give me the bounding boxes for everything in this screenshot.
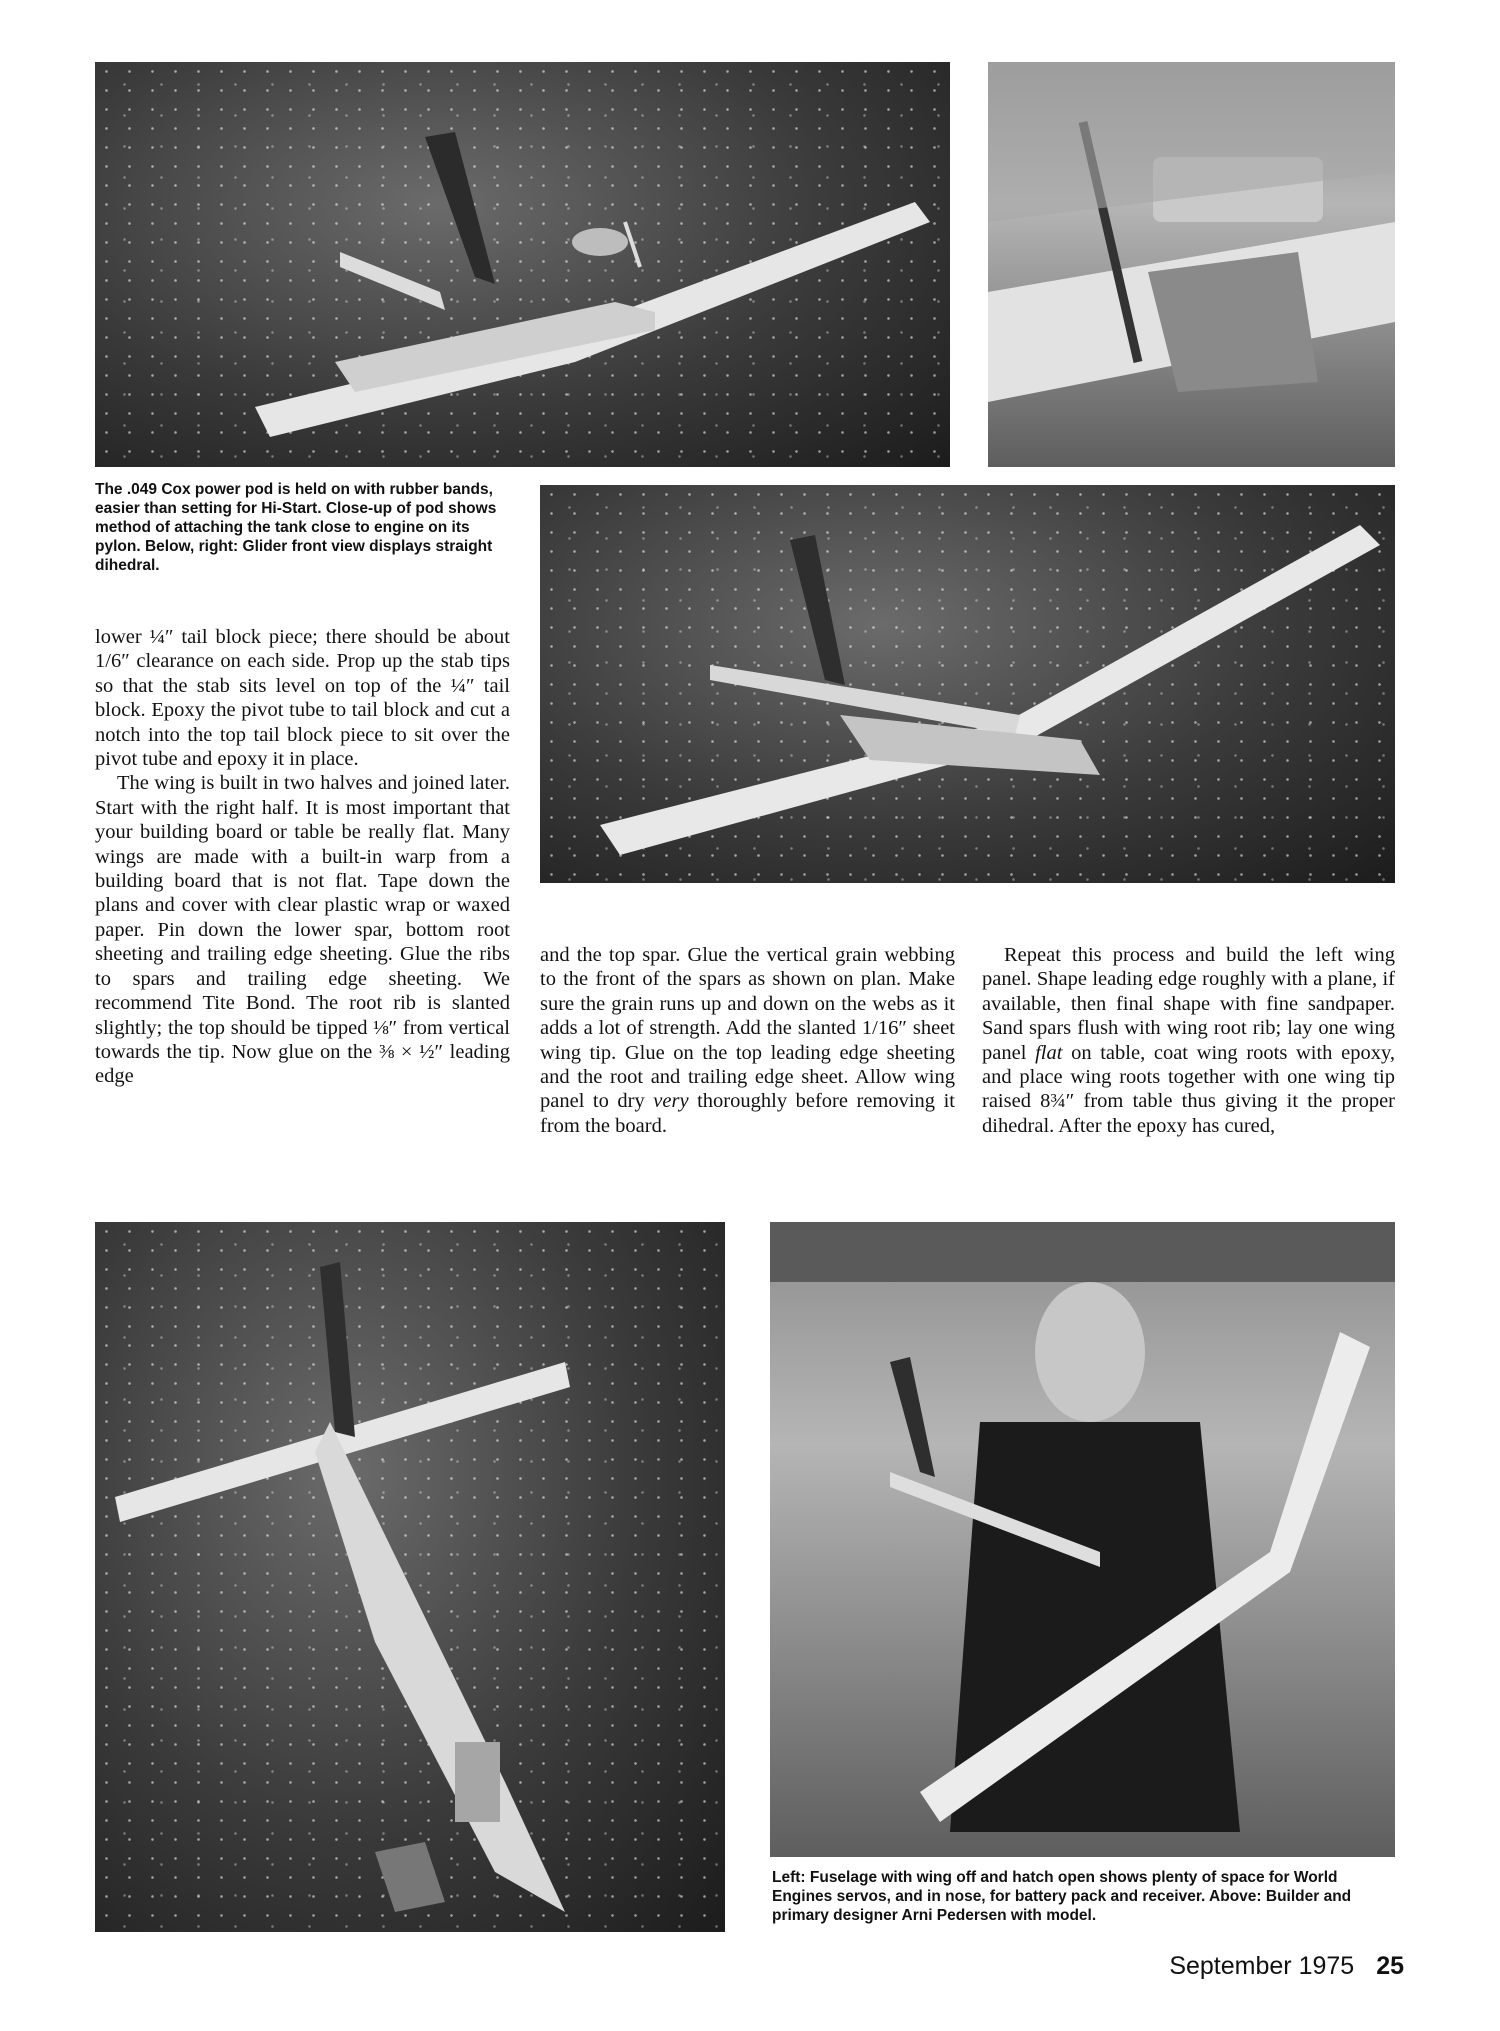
col3-text-b: on table, coat wing roots with epoxy, and place wing roots together with one wing tip raised 8¾″ from table thus giving it the proper dihedral. After the epoxy has cured, <box>982 1041 1395 1137</box>
photo-power-pod-closeup <box>988 62 1395 467</box>
page-footer <box>1169 1952 1404 1981</box>
text-column-2 <box>540 943 955 1138</box>
col2-text-a: and the top spar. Glue the vertical grain webbing to the front of the spars as shown on plan. Make sure the grain runs up and down on the webs as it adds a lot of strength. Add the slanted 1/16″ sheet wing tip. Glue on the top leading edge sheeting and the root and trailing edge sheet. Allow wing panel to dry <box>540 944 955 1113</box>
issue-date: September 1975 <box>1169 1952 1355 1980</box>
builder-illustration <box>770 1222 1395 1857</box>
text-column-1 <box>95 625 510 1089</box>
text-column-3 <box>982 943 1395 1138</box>
glider-illustration <box>95 62 950 467</box>
photo-builder-with-model <box>770 1222 1395 1857</box>
fuselage-illustration <box>95 1222 725 1932</box>
col1-paragraph-2: The wing is built in two halves and joined later. Start with the right half. It is most important that your building board or table be really flat. Many wings are made with a built-in warp from a building board that is not flat. Tape down the plans and cover with clear plastic wrap or waxed paper. Pin down the lower spar, bottom root sheeting and trailing edge sheeting. Glue the ribs to spars and trailing edge sheeting. We recommend Tite Bond. The root rib is slanted slightly; the top should be tipped ⅛″ from vertical towards the tip. Now glue on the ⅜ × ½″ leading edge <box>95 772 510 1088</box>
col1-paragraph-1: lower ¼″ tail block piece; there should be about 1/6″ clearance on each side. Prop up the stab tips so that the stab sits level on top of the ¼″ tail block. Epoxy the pivot tube to tail block and cut a notch into the top tail block piece to sit over the pivot tube and epoxy it in place. <box>95 626 510 771</box>
col2-emphasis: very <box>653 1090 689 1113</box>
glider-front-illustration <box>540 485 1395 883</box>
photo-glider-with-power-pod <box>95 62 950 467</box>
page-number: 25 <box>1376 1952 1404 1980</box>
col3-text-a: Repeat this process and build the left wing panel. Shape leading edge roughly with a plane, if available, then final shape with fine sandpaper. Sand spars flush with wing root rib; lay one wing panel <box>982 944 1395 1064</box>
col3-emphasis: flat <box>1035 1041 1063 1064</box>
col3-paragraph <box>982 943 1395 1138</box>
power-pod-illustration <box>988 62 1395 467</box>
col2-paragraph <box>540 943 955 1138</box>
photo-glider-front-view <box>540 485 1395 883</box>
top-photo-caption: The .049 Cox power pod is held on with rubber bands, easier than setting for Hi-Start. Close-up of pod shows method of attaching the tank close to engine on its pylon. Below, right: Glider front view displays straight dihedral. <box>95 481 497 574</box>
photo-fuselage-hatch-open <box>95 1222 725 1932</box>
col2-text-b: thoroughly before removing it from the board. <box>540 1090 955 1137</box>
bottom-photo-caption: Left: Fuselage with wing off and hatch open shows plenty of space for World Engines servos, and in nose, for battery pack and receiver. Above: Builder and primary designer Arni Pedersen with model. <box>772 1869 1352 1924</box>
